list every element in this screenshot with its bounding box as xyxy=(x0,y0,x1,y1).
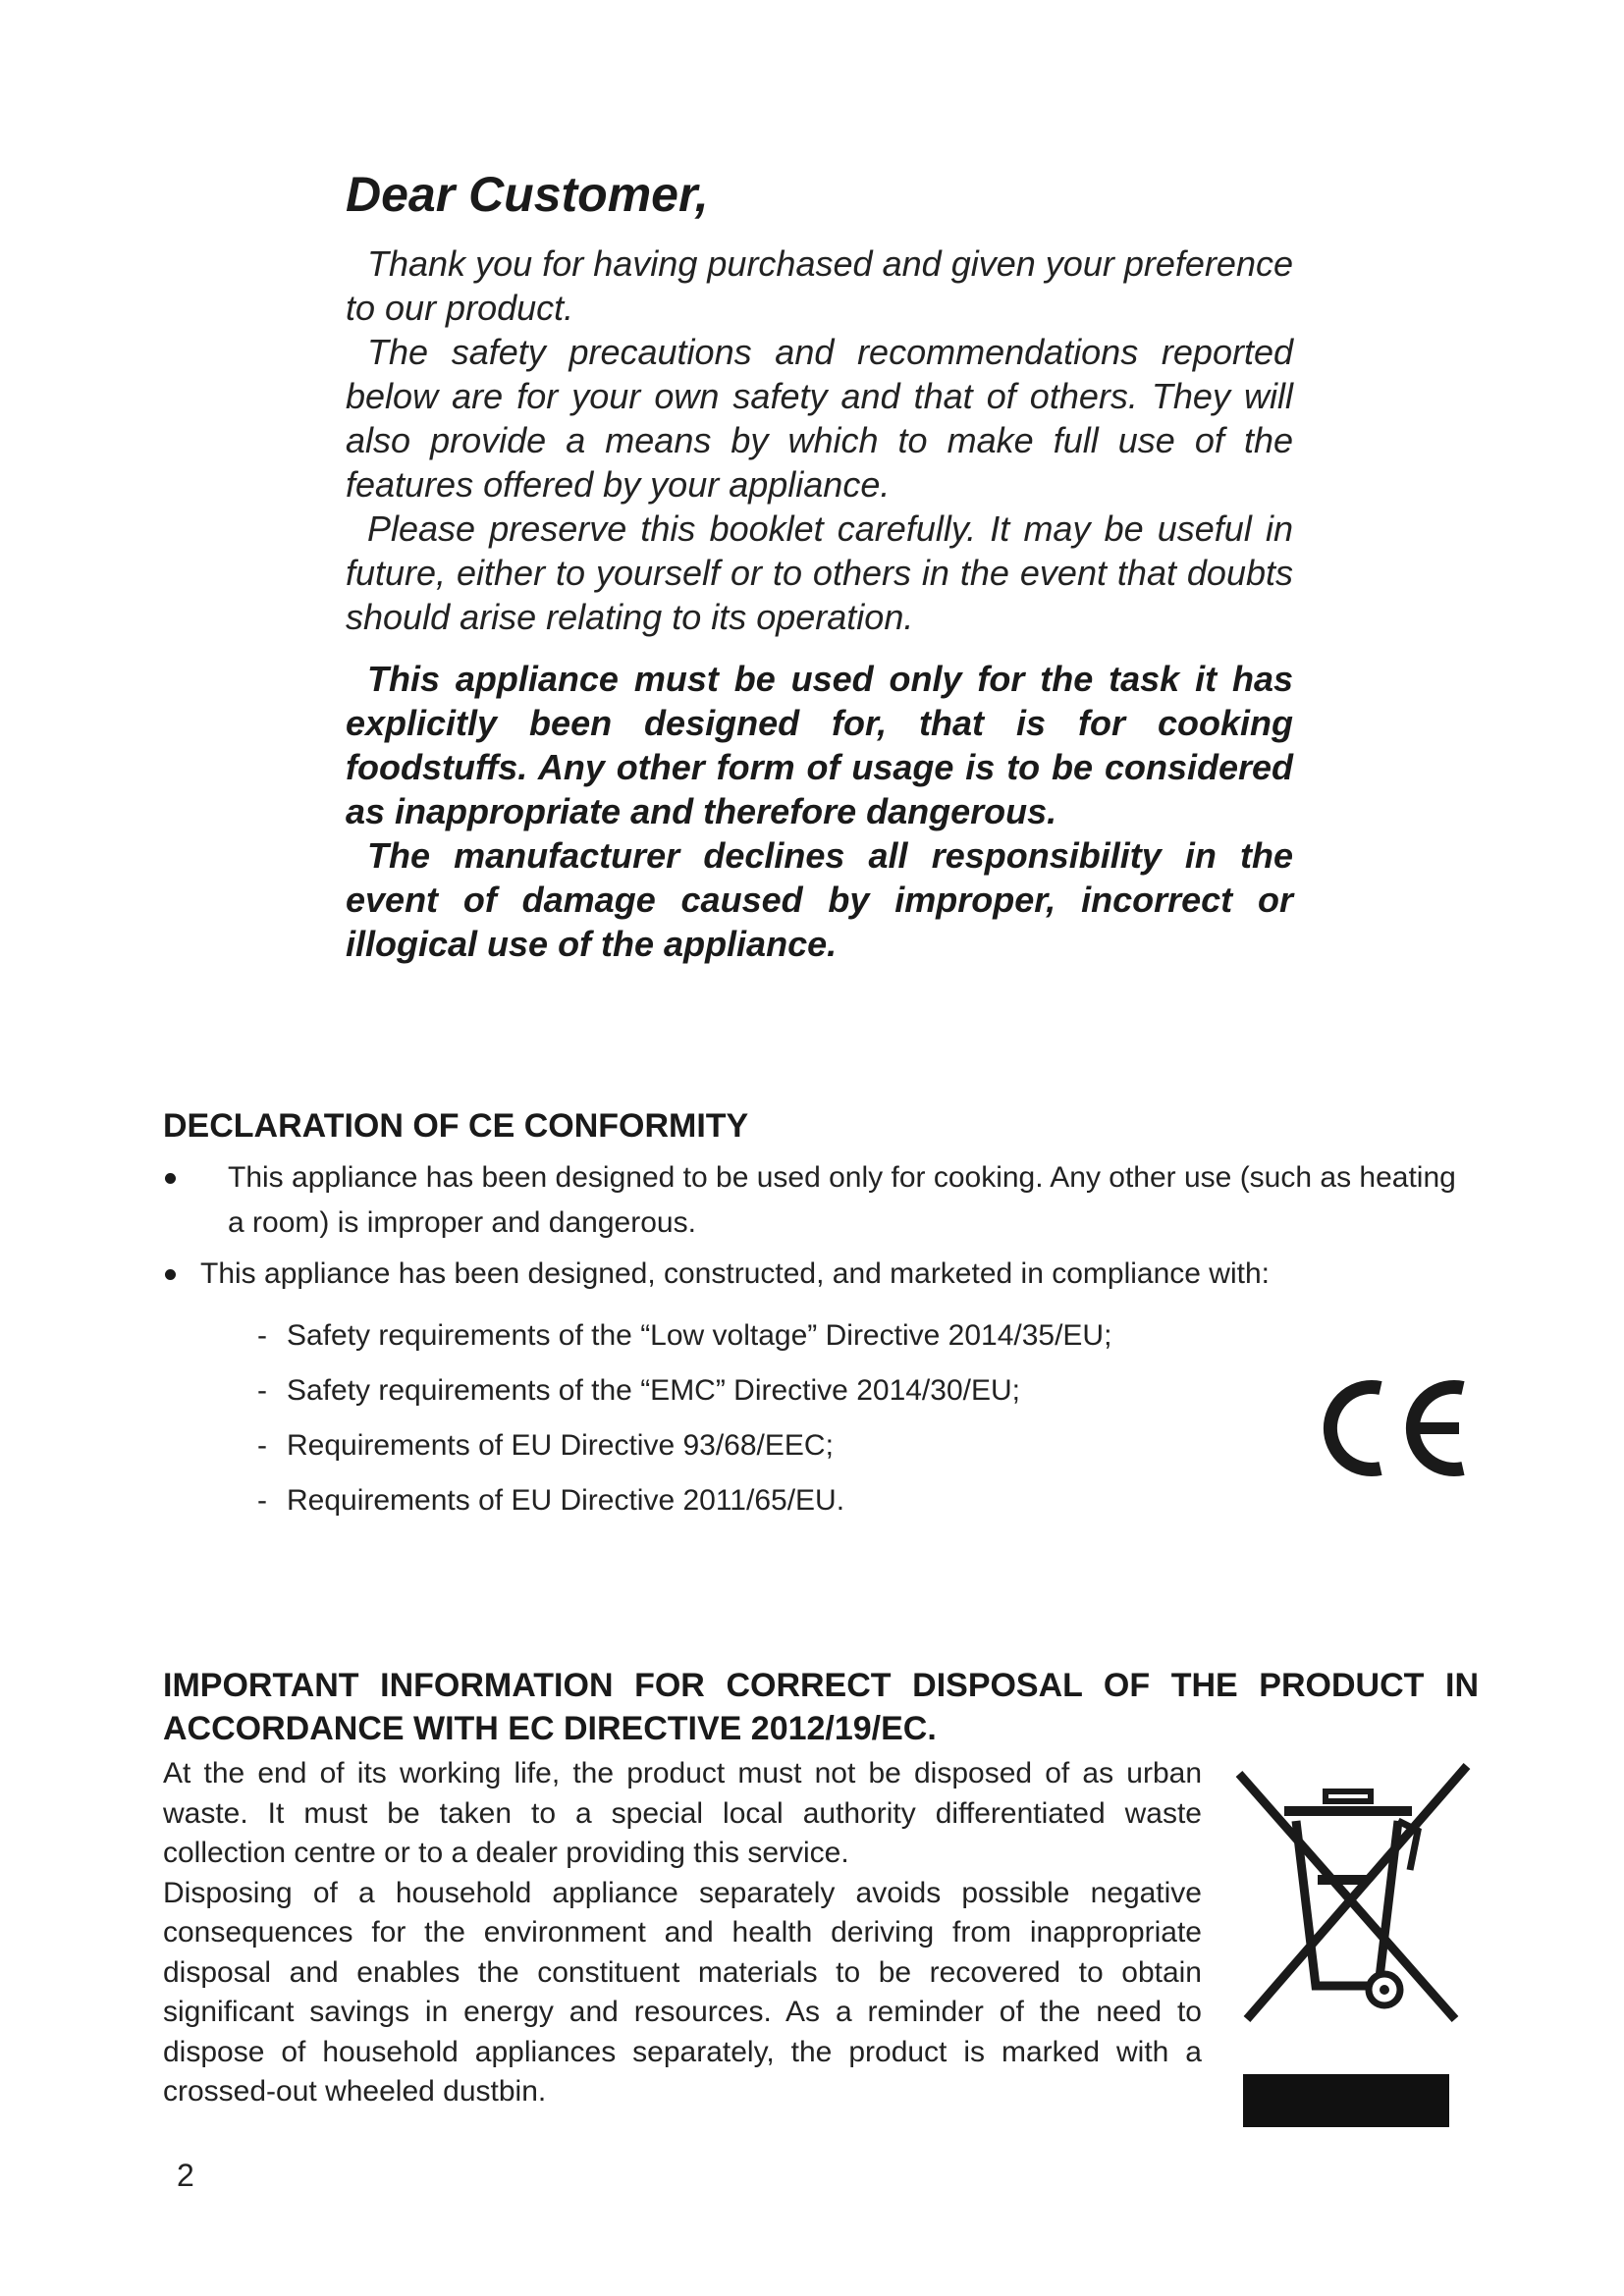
disposal-heading: IMPORTANT INFORMATION FOR CORRECT DISPOSAL OF THE PRODUCT IN ACCORDANCE WITH EC DIRECTIVE 2012/19/EC. xyxy=(163,1667,1479,1747)
ce-bullet-usage-text: This appliance has been designed to be used only for cooking. Any other use (such as heating a room) is improper and dangerous. xyxy=(228,1161,1456,1239)
crossed-out-wheeled-bin-icon xyxy=(1223,1762,1479,2037)
page-number: 2 xyxy=(177,2158,194,2193)
bullet-dot-icon xyxy=(165,1269,176,1280)
ce-bullet-compliance xyxy=(163,1252,1479,1297)
ce-declaration-heading: DECLARATION OF CE CONFORMITY xyxy=(163,1107,749,1145)
ce-requirement-item xyxy=(257,1363,1479,1418)
ce-mark-icon xyxy=(1316,1374,1473,1482)
ce-requirement-item xyxy=(257,1308,1479,1363)
ce-requirement-text: Safety requirements of the “Low voltage” Directive 2014/35/EU; xyxy=(287,1319,1112,1352)
ce-requirement-text: Safety requirements of the “EMC” Directive 2014/30/EU; xyxy=(287,1374,1020,1407)
intro-warning-block xyxy=(346,657,1293,966)
disposal-marking-bar xyxy=(1243,2074,1449,2127)
ce-requirement-text: Requirements of EU Directive 93/68/EEC; xyxy=(287,1429,834,1462)
ce-bullet-usage xyxy=(163,1155,1479,1246)
intro-warning-usage: This appliance must be used only for the task it has explicitly been designed for, that is for cooking foodstuffs. Any other form of usage is to be considered as inappropriate and therefore dangerous. xyxy=(346,658,1293,831)
ce-declaration-section xyxy=(163,1104,1479,1528)
ce-requirements-list xyxy=(163,1308,1479,1528)
intro-paragraph-safety: The safety precautions and recommendations reported below are for your own safety and that of others. They will also provide a means by which to make full use of the features offered by your appliance. xyxy=(346,331,1293,505)
intro-section xyxy=(346,167,1293,966)
intro-warning-liability: The manufacturer declines all responsibility in the event of damage caused by improper, incorrect or illogical use of the appliance. xyxy=(346,834,1293,964)
dash-marker: - xyxy=(257,1429,267,1462)
ce-requirement-item xyxy=(257,1473,1479,1528)
intro-title: Dear Customer, xyxy=(346,167,709,222)
disposal-body xyxy=(163,1754,1202,2112)
ce-bullet-compliance-text: This appliance has been designed, constructed, and marketed in compliance with: xyxy=(200,1257,1270,1290)
bullet-dot-icon xyxy=(165,1173,176,1184)
ce-requirement-item xyxy=(257,1418,1479,1473)
intro-paragraph-thanks: Thank you for having purchased and given your preference to our product. xyxy=(346,242,1293,328)
dash-marker: - xyxy=(257,1319,267,1352)
disposal-paragraph-end-of-life: At the end of its working life, the product must not be disposed of as urban waste. It must be taken to a special local authority differentiated waste collection centre or to a dealer providing this service. xyxy=(163,1757,1202,1869)
dash-marker: - xyxy=(257,1374,267,1407)
intro-paragraph-preserve: Please preserve this booklet carefully. It may be useful in future, either to yourself or to others in the event that doubts should arise relating to its operation. xyxy=(346,507,1293,637)
ce-requirement-text: Requirements of EU Directive 2011/65/EU. xyxy=(287,1484,845,1517)
dash-marker: - xyxy=(257,1484,267,1517)
disposal-paragraph-separate: Disposing of a household appliance separately avoids possible negative consequences for the environment and health deriving from inappropriate disposal and enables the constituent materials to be recovered to obtain significant savings in energy and resources. As a reminder of the need to dispose of household appliances separately, the product is marked with a crossed-out wheeled dustbin. xyxy=(163,1876,1202,2108)
